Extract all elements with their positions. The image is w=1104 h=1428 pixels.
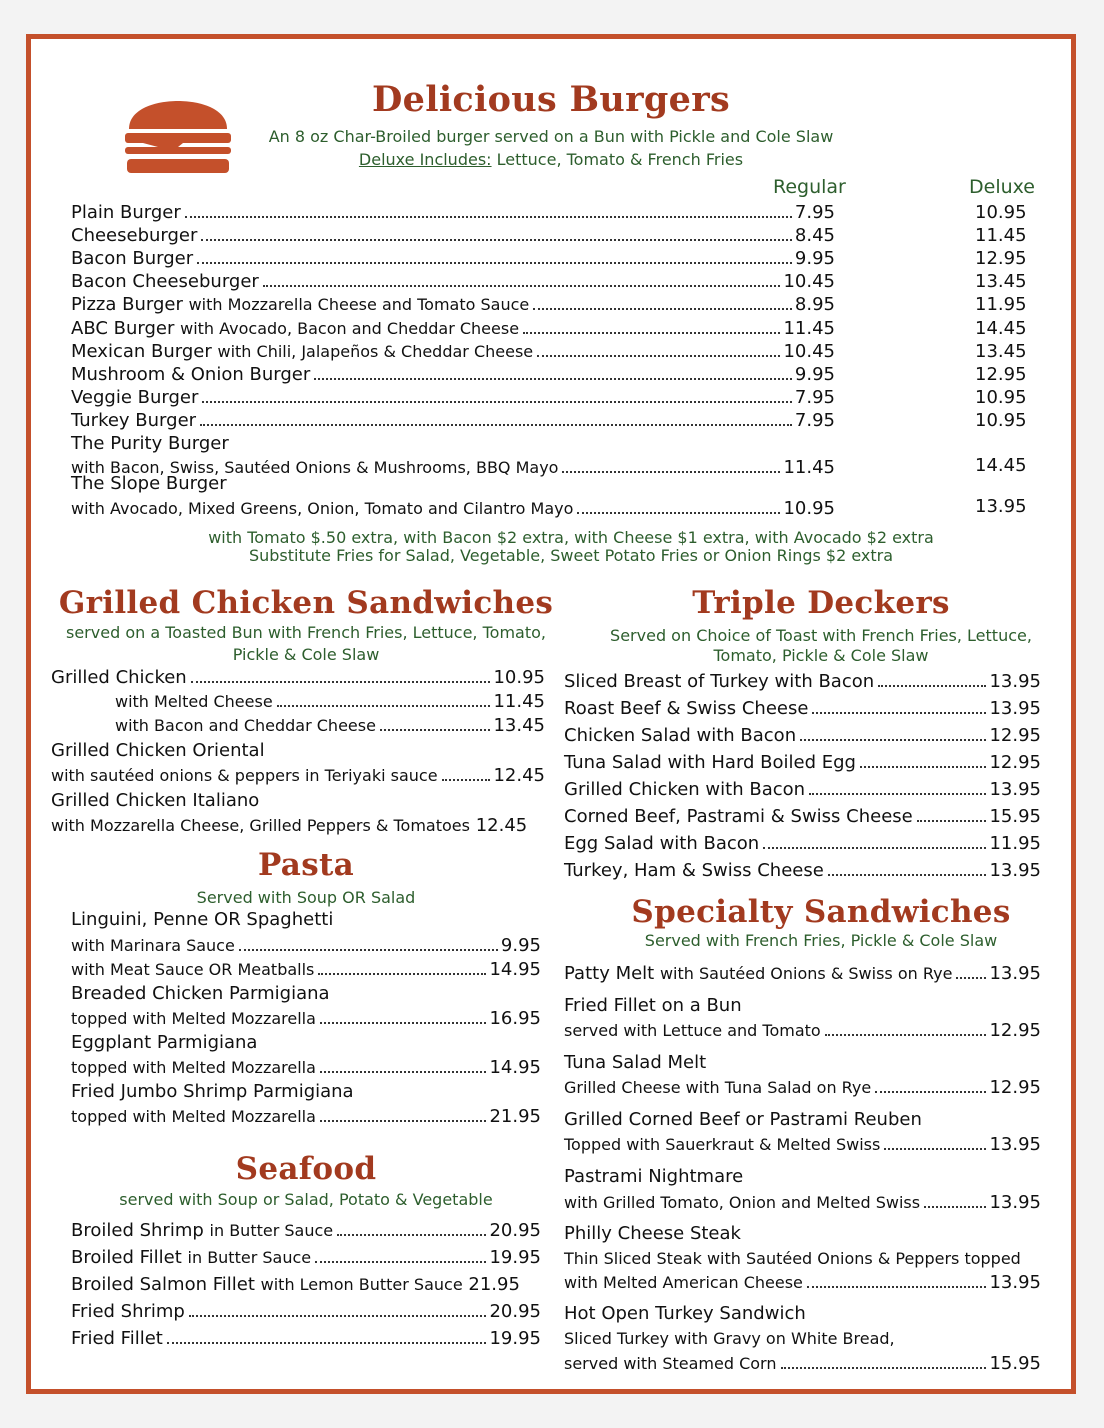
item-price: 14.95 [489,959,541,980]
regular-price: 10.45 [783,341,835,362]
item-price: 13.45 [493,715,545,736]
pasta-linguini-name: Linguini, Penne OR Spaghetti [71,909,334,930]
dot-leader [185,216,792,218]
item-price: 21.95 [468,1274,520,1295]
item-price: 11.45 [493,691,545,712]
dot-leader [320,1071,487,1073]
dot-leader [809,793,986,795]
regular-price: 7.95 [794,410,835,431]
dot-leader [337,1234,486,1236]
item-name: Turkey Burger [71,410,197,431]
item-note: in Butter Sauce [187,1248,312,1267]
triple-row [564,725,1041,746]
dot-leader [956,977,986,979]
dot-leader [442,779,491,781]
chicken-row [51,667,545,688]
triple-row [564,833,1041,854]
triple-subtitle-2: Tomato, Pickle & Cole Slaw [713,646,929,665]
dot-leader [562,471,780,473]
dot-leader [924,1206,986,1208]
item-price: 14.95 [489,1057,541,1078]
regular-price: 9.95 [794,248,835,269]
dot-leader [807,1286,987,1288]
dot-leader [533,308,792,310]
item-name: Patty Melt [564,963,655,984]
slope-burger-name: The Slope Burger [71,473,227,494]
chicken-italiano-row [51,815,545,836]
seafood-row [71,1328,541,1349]
specialty-row [564,1192,1041,1213]
item-desc: with Marinara Sauce [71,936,235,955]
burger-row [71,318,835,339]
item-price: 20.95 [489,1220,541,1241]
seafood-title: Seafood [235,1151,377,1187]
specialty-row [564,1134,1041,1155]
item-desc: Topped with Sauerkraut & Melted Swiss [564,1135,881,1154]
item-name: Roast Beef & Swiss Cheese [564,698,809,719]
regular-price: 11.45 [783,318,835,339]
dot-leader [201,239,792,241]
dot-leader [537,355,780,357]
item-desc: with Grilled Tomato, Onion and Melted Swiss [564,1193,921,1212]
triple-row [564,779,1041,800]
burgers-title: Delicious Burgers [372,79,730,120]
dot-leader [189,1315,487,1317]
deluxe-price: 13.45 [975,271,1027,292]
seafood-subtitle: served with Soup or Salad, Potato & Vegetable [119,1190,493,1209]
item-name: Broiled Salmon Fillet [71,1274,255,1295]
specialty-turkey-desc: Sliced Turkey with Gravy on White Bread, [564,1329,895,1348]
item-name: Tuna Salad with Hard Boiled Egg [564,752,856,773]
item-price: 13.95 [989,779,1041,800]
item-price: 12.95 [989,725,1041,746]
item-price: 21.95 [489,1106,541,1127]
specialty-nightmare-name: Pastrami Nightmare [564,1166,744,1187]
specialty-row [564,1272,1041,1293]
pasta-subtitle: Served with Soup OR Salad [196,888,416,907]
item-desc: served with Steamed Corn [564,1354,777,1373]
item-note: with Lemon Butter Sauce [260,1275,463,1294]
item-price: 15.95 [989,1353,1041,1374]
dot-leader [320,1120,487,1122]
item-desc: topped with Melted Mozzarella [71,1107,316,1126]
triple-row [564,671,1041,692]
triple-row [564,806,1041,827]
regular-price: 10.45 [783,271,835,292]
burger-row [71,364,835,385]
item-name: Veggie Burger [71,387,199,408]
deluxe-includes-text: Lettuce, Tomato & French Fries [491,150,744,169]
dot-leader [875,1091,986,1093]
item-desc: with Bacon, Swiss, Sautéed Onions & Mushrooms, BBQ Mayo [71,458,559,477]
specialty-row [564,1020,1041,1041]
chicken-title: Grilled Chicken Sandwiches [58,585,554,621]
dot-leader [884,1148,986,1150]
dot-leader [781,1367,987,1369]
slope-burger-row [71,498,835,519]
burger-row [71,341,835,362]
item-price: 12.45 [493,765,545,786]
regular-price: 10.95 [783,498,835,519]
item-desc: topped with Melted Mozzarella [71,1058,316,1077]
specialty-philly-name: Philly Cheese Steak [564,1223,741,1244]
item-price: 13.95 [989,698,1041,719]
item-name: Mushroom & Onion Burger [71,364,311,385]
item-name: Sliced Breast of Turkey with Bacon [564,671,875,692]
regular-price: 8.45 [794,225,835,246]
item-desc: served with Lettuce and Tomato [564,1021,821,1040]
item-note: with Avocado, Bacon and Cheddar Cheese [180,319,520,338]
dot-leader [320,1022,487,1024]
menu-frame [26,34,1076,1394]
deluxe-includes-label: Deluxe Includes: [358,150,492,169]
item-name: Pizza Burger [71,294,183,315]
dot-leader [917,820,987,822]
burger-row [71,271,835,292]
seafood-row [71,1301,541,1322]
item-price: 9.95 [500,935,541,956]
item-price: 11.95 [989,833,1041,854]
seafood-row [71,1220,541,1241]
deluxe-price: 12.95 [975,248,1027,269]
item-desc: with Meat Sauce OR Meatballs [71,960,315,979]
item-name: Broiled Fillet [71,1247,182,1268]
dot-leader [191,681,491,683]
item-name: Bacon Burger [71,248,194,269]
triple-subtitle-1: Served on Choice of Toast with French Fries, Lettuce, [610,626,1032,645]
dot-leader [763,847,986,849]
dot-leader [314,378,792,380]
item-desc: with Avocado, Mixed Greens, Onion, Tomato and Cilantro Mayo [71,499,574,518]
pasta-row [71,935,541,956]
dot-leader [200,424,792,426]
item-name: with Bacon and Cheddar Cheese [115,716,376,735]
triple-row [564,752,1041,773]
item-price: 13.95 [989,1272,1041,1293]
item-name: Grilled Chicken with Bacon [564,779,806,800]
specialty-title: Specialty Sandwiches [631,894,1011,930]
regular-column-header: Regular [773,176,846,198]
pasta-chicken-name: Breaded Chicken Parmigiana [71,983,330,1004]
dot-leader [860,766,986,768]
item-name: Corned Beef, Pastrami & Swiss Cheese [564,806,913,827]
burger-row [71,248,835,269]
item-note: with Chili, Jalapeños & Cheddar Cheese [217,342,534,361]
burger-row [71,294,835,315]
burger-row [71,410,835,431]
deluxe-column-header: Deluxe [969,176,1035,198]
specialty-row [564,963,1041,984]
specialty-fillet-name: Fried Fillet on a Bun [564,995,742,1016]
item-price: 12.95 [989,1077,1041,1098]
dot-leader [277,705,491,707]
item-name: with Melted Cheese [115,692,273,711]
pasta-row [71,1057,541,1078]
item-name: Egg Salad with Bacon [564,833,760,854]
item-note: in Butter Sauce [209,1221,334,1240]
deluxe-price: 10.95 [975,387,1027,408]
burger-row [71,225,835,246]
chicken-oriental-row [51,765,545,786]
dot-leader [828,874,987,876]
deluxe-price: 13.45 [975,341,1027,362]
item-price: 12.45 [475,815,528,836]
item-name: Turkey, Ham & Swiss Cheese [564,860,824,881]
regular-price: 7.95 [794,202,835,223]
item-name: Fried Fillet [71,1328,163,1349]
burger-row [71,202,835,223]
item-desc: with Mozzarella Cheese, Grilled Peppers & Tomatoes [51,816,470,835]
item-desc: Grilled Cheese with Tuna Salad on Rye [564,1078,872,1097]
deluxe-price: 11.45 [975,225,1027,246]
item-price: 20.95 [489,1301,541,1322]
dot-leader [523,332,780,334]
item-name: Fried Shrimp [71,1301,185,1322]
item-note: with Mozzarella Cheese and Tomato Sauce [188,295,530,314]
pasta-row [71,959,541,980]
item-name: Plain Burger [71,202,181,223]
burger-row [71,387,835,408]
dot-leader [315,1261,486,1263]
item-price: 13.95 [989,1134,1041,1155]
dot-leader [263,285,781,287]
item-price: 13.95 [989,1192,1041,1213]
item-name: Bacon Cheeseburger [71,271,259,292]
item-price: 13.95 [989,860,1041,881]
chicken-row [115,715,545,736]
item-note: with Sautéed Onions & Swiss on Rye [659,964,953,983]
item-name: Grilled Chicken [51,667,187,688]
pasta-row [71,1106,541,1127]
deluxe-price: 14.45 [975,318,1027,339]
deluxe-price: 13.95 [975,496,1027,517]
deluxe-price: 11.95 [975,294,1027,315]
deluxe-price: 10.95 [975,202,1027,223]
burgers-deluxe-includes [31,150,1071,169]
item-name: Cheeseburger [71,225,198,246]
item-price: 10.95 [493,667,545,688]
item-name: ABC Burger [71,318,175,339]
regular-price: 9.95 [794,364,835,385]
item-desc: topped with Melted Mozzarella [71,1009,316,1028]
dot-leader [202,401,792,403]
dot-leader [197,262,792,264]
deluxe-price: 12.95 [975,364,1027,385]
purity-burger-name: The Purity Burger [71,433,229,454]
burgers-subtitle: An 8 oz Char-Broiled burger served on a Bun with Pickle and Cole Slaw [268,127,834,146]
dot-leader [318,973,486,975]
item-price: 12.95 [989,752,1041,773]
dot-leader [239,949,498,951]
item-price: 16.95 [489,1008,541,1029]
pasta-row [71,1008,541,1029]
chicken-italiano-name: Grilled Chicken Italiano [51,790,260,811]
regular-price: 8.95 [794,294,835,315]
specialty-subtitle: Served with French Fries, Pickle & Cole Slaw [644,931,998,950]
regular-price: 11.45 [783,457,835,478]
pasta-title: Pasta [258,847,354,883]
specialty-tuna-name: Tuna Salad Melt [564,1052,707,1073]
triple-row [564,698,1041,719]
item-price: 19.95 [489,1328,541,1349]
item-price: 13.95 [989,963,1041,984]
item-price: 15.95 [989,806,1041,827]
pasta-shrimp-name: Fried Jumbo Shrimp Parmigiana [71,1081,354,1102]
dot-leader [878,685,986,687]
burger-extras: with Tomato $.50 extra, with Bacon $2 extra, with Cheese $1 extra, with Avocado $2 extra [208,528,934,547]
specialty-reuben-name: Grilled Corned Beef or Pastrami Reuben [564,1109,922,1130]
chicken-oriental-name: Grilled Chicken Oriental [51,740,265,761]
item-name: Mexican Burger [71,341,212,362]
item-desc: with Melted American Cheese [564,1273,803,1292]
dot-leader [577,512,780,514]
dot-leader [800,739,986,741]
chicken-subtitle-2: Pickle & Cole Slaw [232,645,380,664]
dot-leader [812,712,986,714]
triple-row [564,860,1041,881]
item-price: 12.95 [989,1020,1041,1041]
regular-price: 7.95 [794,387,835,408]
item-name: Broiled Shrimp [71,1220,204,1241]
chicken-row [115,691,545,712]
specialty-row [564,1077,1041,1098]
burger-substitutes: Substitute Fries for Salad, Vegetable, Sweet Potato Fries or Onion Rings $2 extra [248,546,894,565]
triple-title: Triple Deckers [692,585,950,621]
item-desc: with sautéed onions & peppers in Teriyaki sauce [51,766,438,785]
deluxe-price: 10.95 [975,410,1027,431]
item-price: 19.95 [489,1247,541,1268]
seafood-row [71,1247,541,1268]
item-name: Chicken Salad with Bacon [564,725,797,746]
deluxe-price: 14.45 [975,455,1027,476]
dot-leader [825,1034,987,1036]
item-price: 13.95 [989,671,1041,692]
chicken-subtitle-1: served on a Toasted Bun with French Fries, Lettuce, Tomato, [66,623,546,642]
dot-leader [167,1342,487,1344]
dot-leader [380,729,491,731]
specialty-turkey-name: Hot Open Turkey Sandwich [564,1303,806,1324]
seafood-row [71,1274,541,1295]
specialty-row [564,1353,1041,1374]
pasta-eggplant-name: Eggplant Parmigiana [71,1032,258,1053]
specialty-philly-desc: Thin Sliced Steak with Sautéed Onions & Peppers topped [564,1249,1021,1268]
